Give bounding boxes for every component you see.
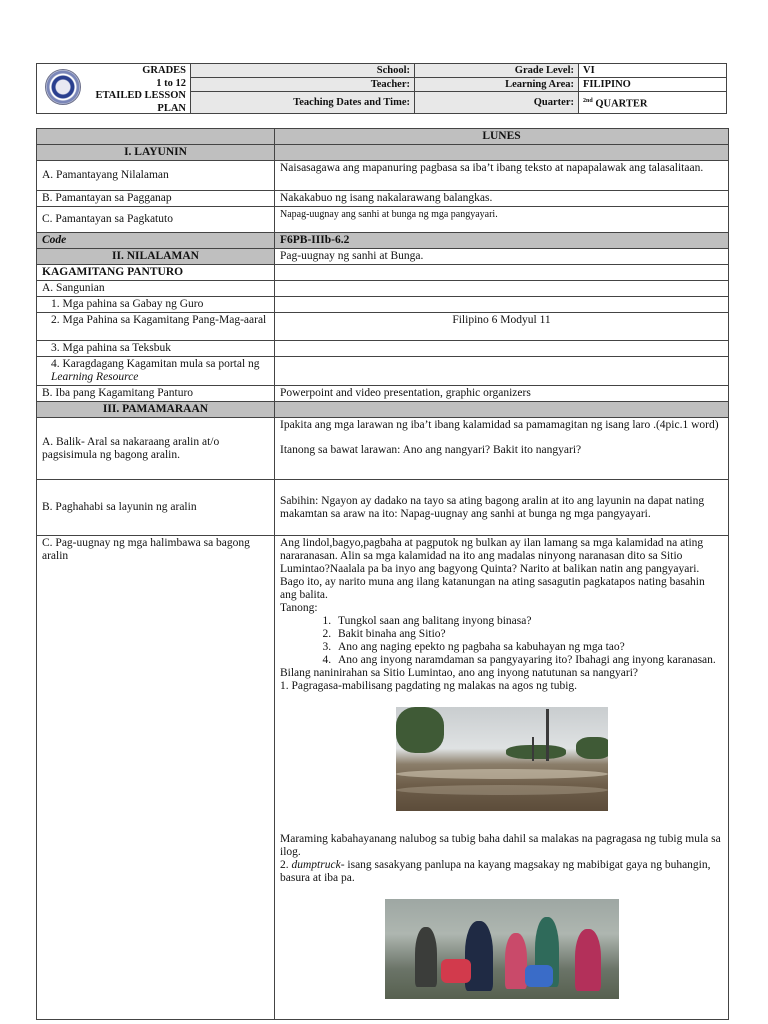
tanong-label: Tanong:	[280, 602, 318, 614]
header-logo-cell	[37, 64, 191, 114]
balik-aral-cell	[275, 418, 729, 480]
question-item: 1. Tungkol saan ang balitang inyong binasa?	[334, 615, 723, 628]
kagamitang-pang-label: 2. Mga Pahina sa Kagamitang Pang-Mag-aaral	[37, 313, 275, 341]
modyul-value: Filipino 6 Modyul 11	[275, 313, 729, 341]
paghahabi-label: B. Paghahabi sa layunin ng aralin	[37, 480, 275, 536]
balik-aral-p1: Ipakita ang mga larawan ng iba’t ibang kalamidad sa pamamagitan ng isang laro .(4pic.1 word)	[280, 419, 719, 431]
quarter-label: Quarter:	[415, 92, 579, 114]
karagdagang-blank	[275, 357, 729, 386]
dumptruck-rescue-photo	[385, 899, 619, 999]
pamantayan-pagkatuto-label: C. Pamantayan sa Pagkatuto	[37, 207, 275, 233]
deped-seal-icon	[45, 69, 81, 105]
question-item: 4. Ano ang inyong naramdaman sa pangyayaring ito? Ibahagi ang inyong karanasan.	[334, 654, 723, 667]
grade-level-label: Grade Level:	[415, 64, 579, 78]
flood-photo	[396, 707, 608, 811]
pamantayan-pagganap-value: Nakakabuo ng isang nakalarawang balangkas.	[275, 191, 729, 207]
sangunian-label: A. Sangunian	[37, 281, 275, 297]
paghahabi-value: Sabihin: Ngayon ay dadako na tayo sa ating bagong aralin at ito ang layunin na dapat nating makamtan sa araw na ito: Napag-uugnay ang sanhi at bunga ng mga pangyayari.	[275, 480, 729, 536]
teksbuk-label: 3. Mga pahina sa Teksbuk	[37, 341, 275, 357]
sangunian-blank	[275, 281, 729, 297]
blank-head	[37, 129, 275, 145]
layunin-header: I. LAYUNIN	[37, 145, 275, 161]
quarter-sup: 2nd	[583, 97, 593, 104]
item2-rest: - isang sasakyang panlupa na kayang magsakay ng mabibigat gaya ng buhangin, basura at iba pa.	[280, 859, 711, 884]
dates-label: Teaching Dates and Time:	[191, 92, 415, 114]
item2-num: 2.	[280, 859, 289, 871]
pamantayan-pagganap-label: B. Pamantayan sa Pagganap	[37, 191, 275, 207]
header-table	[36, 63, 727, 114]
item2-term: dumptruck	[291, 859, 341, 871]
question-item: 3. Ano ang naging epekto ng pagbaha sa kabuhayan ng mga tao?	[334, 641, 723, 654]
question-list	[280, 615, 723, 667]
dll-title: GRADES 1 to 12 ETAILED LESSON PLAN	[95, 65, 186, 114]
kagamitang-panturo-header: KAGAMITANG PANTURO	[37, 265, 275, 281]
lesson-table	[36, 128, 729, 1020]
layunin-blank	[275, 145, 729, 161]
karagdagang-label	[37, 357, 275, 386]
learning-area-value: FILIPINO	[579, 78, 727, 92]
teksbuk-blank	[275, 341, 729, 357]
grade-level-value: VI	[579, 64, 727, 78]
school-label: School:	[191, 64, 415, 78]
gabay-guro-blank	[275, 297, 729, 313]
nilalaman-header: II. NILALAMAN	[37, 249, 275, 265]
quarter-text: QUARTER	[595, 98, 648, 110]
balik-aral-p2: Itanong sa bawat larawan: Ano ang nangyari? Bakit ito nangyari?	[280, 444, 582, 456]
pag-uugnay-cell	[275, 536, 729, 1020]
learning-area-label: Learning Area:	[415, 78, 579, 92]
iba-pang-label: B. Iba pang Kagamitang Panturo	[37, 386, 275, 402]
pamantayan-pagkatuto-value: Napag-uugnay ang sanhi at bunga ng mga pangyayari.	[275, 207, 729, 233]
karagdagang-text: 4. Karagdagang Kagamitan mula sa portal ng	[51, 358, 260, 370]
quarter-value	[579, 92, 727, 114]
bilang-text: Bilang naninirahan sa Sitio Lumintao, ano ang inyong natutunan sa nangyari?	[280, 667, 639, 679]
item2-text	[280, 859, 723, 885]
gabay-guro-label: 1. Mga pahina sa Gabay ng Guro	[37, 297, 275, 313]
pamamaraan-blank	[275, 402, 729, 418]
item1-text: 1. Pagragasa-mabilisang pagdating ng malakas na agos ng tubig.	[280, 680, 578, 692]
code-value: F6PB-IIIb-6.2	[275, 233, 729, 249]
balik-aral-label: A. Balik- Aral sa nakaraang aralin at/o pagsisimula ng bagong aralin.	[37, 418, 275, 480]
iba-pang-value: Powerpoint and video presentation, graphic organizers	[275, 386, 729, 402]
maraming-text: Maraming kabahayanang nalubog sa tubig baha dahil sa malakas na pagragasa ng tubig mula sa ilog.	[280, 833, 721, 858]
teacher-label: Teacher:	[191, 78, 415, 92]
pamamaraan-header: III. PAMAMARAAN	[37, 402, 275, 418]
pag-uugnay-label: C. Pag-uugnay ng mga halimbawa sa bagong aralin	[37, 536, 275, 1020]
pamantayang-nilalaman-label: A. Pamantayang Nilalaman	[37, 161, 275, 191]
kagamitang-blank	[275, 265, 729, 281]
code-label: Code	[37, 233, 275, 249]
pag-uugnay-p1: Ang lindol,bagyo,pagbaha at pagputok ng bulkan ay ilan lamang sa mga kalamidad na ating nararanasan. Alin sa mga kalamidad na ito ang madalas ninyong naranasan dito sa Sitio Lumintao?Naalala pa ba inyo ang bagyong Quinta? Narito at balikan natin ang pangyayari. Bago ito, ay narito muna ang ilang katanungan na ating sasagutin pagkatapos nating basahin ang balita.	[280, 537, 705, 601]
learning-resource-text: Learning Resource	[51, 371, 139, 383]
day-header: LUNES	[275, 129, 729, 145]
question-item: 2. Bakit binaha ang Sitio?	[334, 628, 723, 641]
pamantayang-nilalaman-value: Naisasagawa ang mapanuring pagbasa sa iba’t ibang teksto at napapalawak ang talasalitaan.	[275, 161, 729, 191]
nilalaman-value: Pag-uugnay ng sanhi at Bunga.	[275, 249, 729, 265]
